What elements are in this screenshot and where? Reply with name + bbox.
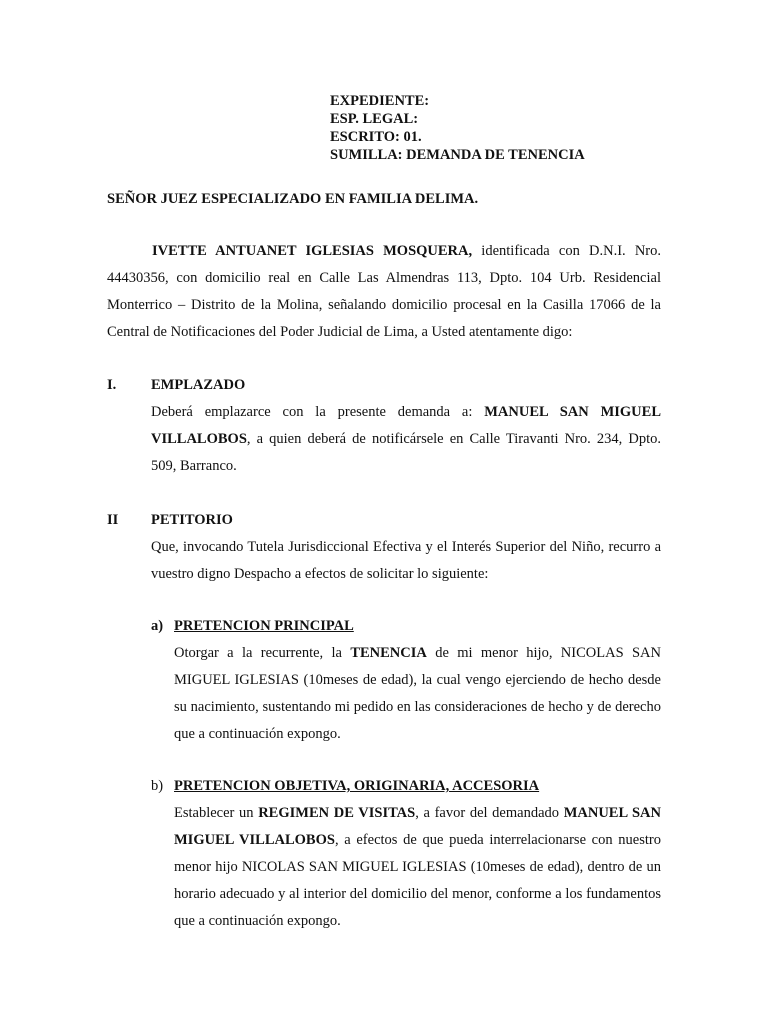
sub-b-paragraph [174, 800, 661, 935]
section-1-title: EMPLAZADO [151, 377, 246, 393]
intro-text: identificada con D.N.I. Nro. 44430356, con domicilio real en Calle Las Almendras 113, Dpto. 104 Urb. Residencial Monterrico – Distrito de la Molina, señalando domicilio procesal en la Casilla 17066 de la Central de Notificaciones del Poder Judicial de Lima, a Usted atentamente digo: [107, 243, 661, 340]
defendant-name-2: MANUEL SAN MIGUEL VILLALOBOS [174, 805, 661, 848]
section-1-text-a: Deberá emplazarce con la presente demanda a: [151, 404, 485, 420]
sumilla-line: SUMILLA: DEMANDA DE TENENCIA [330, 147, 585, 163]
tenencia-term: TENENCIA [350, 645, 427, 661]
regimen-term: REGIMEN DE VISITAS [258, 805, 416, 821]
section-2-paragraph: Que, invocando Tutela Jurisdiccional Efectiva y el Interés Superior del Niño, recurro a vuestro digno Despacho a efectos de solicitar lo siguiente: [151, 539, 661, 582]
sub-a-text-b: de mi menor hijo, NICOLAS SAN MIGUEL IGLESIAS (10meses de edad), la cual vengo ejerciendo de hecho desde su nacimiento, sustentando mi pedido en las consideraciones de hecho y de derecho que a continuación expongo. [174, 645, 661, 742]
defendant-name: MANUEL SAN MIGUEL VILLALOBOS [151, 404, 661, 447]
sub-b-text-c: , a efectos de que pueda interrelacionarse con nuestro menor hijo NICOLAS SAN MIGUEL IGLESIAS (10meses de edad), dentro de un horario adecuado y al interior del domicilio del menor, conforme a los fundamentos que a continuación expongo. [174, 832, 661, 929]
section-2-title: PETITORIO [151, 512, 233, 528]
sub-a-letter: a) [151, 618, 164, 634]
sub-b-text-b: , a favor del demandado [415, 805, 564, 821]
sub-b-title: PRETENCION OBJETIVA, ORIGINARIA, ACCESORIA [174, 778, 540, 794]
intro-paragraph [107, 238, 661, 346]
sub-a-paragraph [174, 640, 661, 748]
sub-a-text-a: Otorgar a la recurrente, la [174, 645, 351, 661]
case-header [330, 92, 585, 164]
expediente-line: EXPEDIENTE: [330, 93, 430, 109]
sub-b-text-a: Establecer un [174, 805, 259, 821]
sub-b-letter: b) [151, 778, 164, 794]
section-1-paragraph [151, 399, 661, 480]
sub-a-title: PRETENCION PRINCIPAL [174, 618, 354, 634]
section-1-number: I. [107, 377, 117, 393]
plaintiff-name: IVETTE ANTUANET IGLESIAS MOSQUERA, [152, 243, 473, 259]
section-2-number: II [107, 512, 119, 528]
escrito-line: ESCRITO: 01. [330, 129, 422, 145]
esp-legal-line: ESP. LEGAL: [330, 111, 419, 127]
section-1-text-b: , a quien deberá de notificársele en Calle Tiravanti Nro. 234, Dpto. 509, Barranco. [151, 431, 661, 474]
addressee-line: SEÑOR JUEZ ESPECIALIZADO EN FAMILIA DELIMA. [107, 191, 479, 207]
